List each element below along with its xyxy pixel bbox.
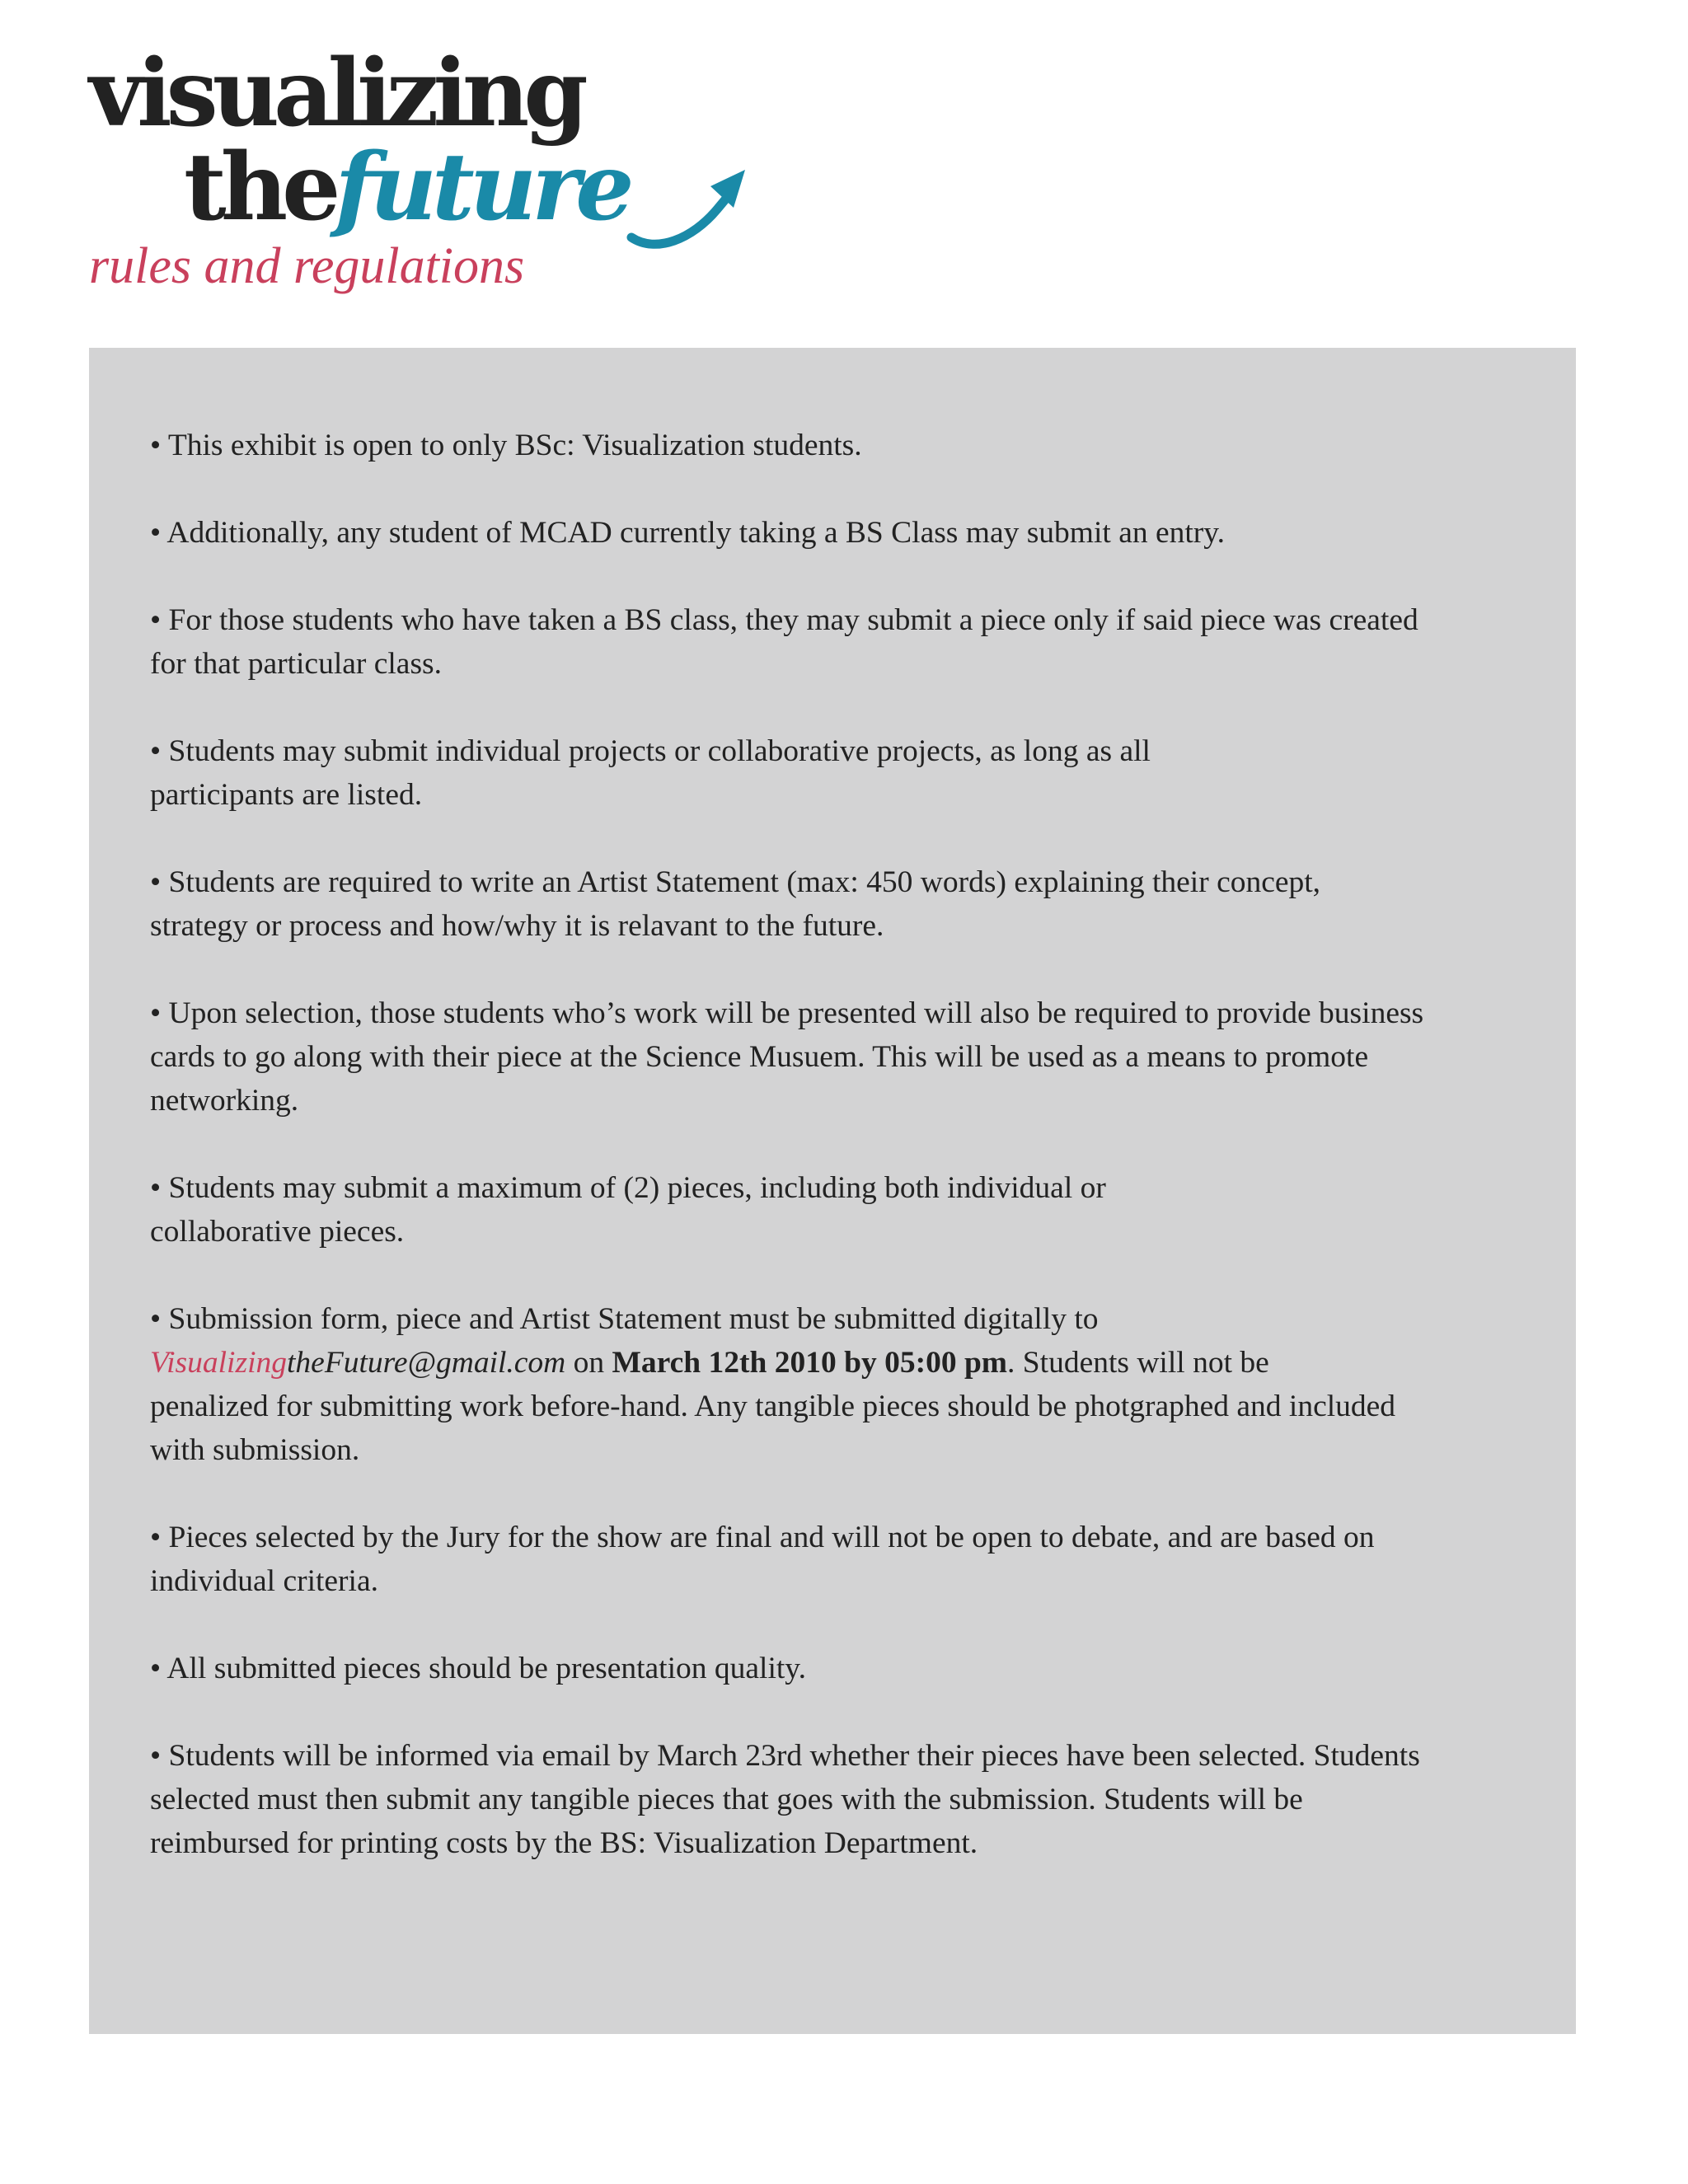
upward-curved-arrow-icon (625, 140, 765, 255)
email-link-rest[interactable]: theFuture@gmail.com (287, 1346, 566, 1380)
submission-rest-line2: penalized for submitting work before-hand. Any tangible pieces should be photgraphed and included with submission. (150, 1390, 1396, 1467)
rule-item: • For those students who have taken a BS class, they may submit a piece only if said piece was created for that particular class. (150, 603, 1418, 681)
logo-header (89, 33, 831, 313)
rule-item-submission (150, 1297, 1510, 1472)
rule-item: • Additionally, any student of MCAD currently taking a BS Class may submit an entry. (150, 516, 1225, 550)
rule-item: • Students may submit a maximum of (2) pieces, including both individual or collaborative pieces. (150, 1171, 1106, 1249)
page-subtitle: rules and regulations (89, 238, 525, 294)
submission-deadline: March 12th 2010 by 05:00 pm (612, 1346, 1008, 1380)
logo-word-visualizing: visualizing (89, 40, 583, 148)
submission-on: on (565, 1346, 612, 1380)
rule-item: • Students are required to write an Artist Statement (max: 450 words) explaining their concept, strategy or process and how/why it is relavant to the future. (150, 865, 1321, 943)
rule-item: • All submitted pieces should be presentation quality. (150, 1652, 806, 1685)
logo-word-the: the (184, 134, 335, 241)
submission-intro: • Submission form, piece and Artist Statement must be submitted digitally to (150, 1302, 1099, 1336)
rule-item: • This exhibit is open to only BSc: Visualization students. (150, 429, 862, 462)
rules-panel (89, 348, 1576, 2034)
rule-item: • Pieces selected by the Jury for the show are final and will not be open to debate, and are based on individual criteria. (150, 1521, 1375, 1598)
email-link-accent[interactable]: Visualizing (150, 1346, 287, 1380)
rule-item: • Students may submit individual projects or collaborative projects, as long as all participants are listed. (150, 734, 1151, 812)
rule-item: • Upon selection, those students who’s work will be presented will also be required to provide business cards to go along with their piece at the Science Musuem. This will be used as a means to promote networking. (150, 996, 1424, 1118)
rule-item: • Students will be informed via email by March 23rd whether their pieces have been selected. Students selected must then submit any tangible pieces that goes with the submission. Students will be reimbursed for printing costs by the BS: Visualization Department. (150, 1739, 1420, 1860)
logo-line-the-future (184, 134, 630, 241)
submission-rest-line1: . Students will not be (1007, 1346, 1269, 1380)
logo-word-future: future (335, 134, 630, 241)
